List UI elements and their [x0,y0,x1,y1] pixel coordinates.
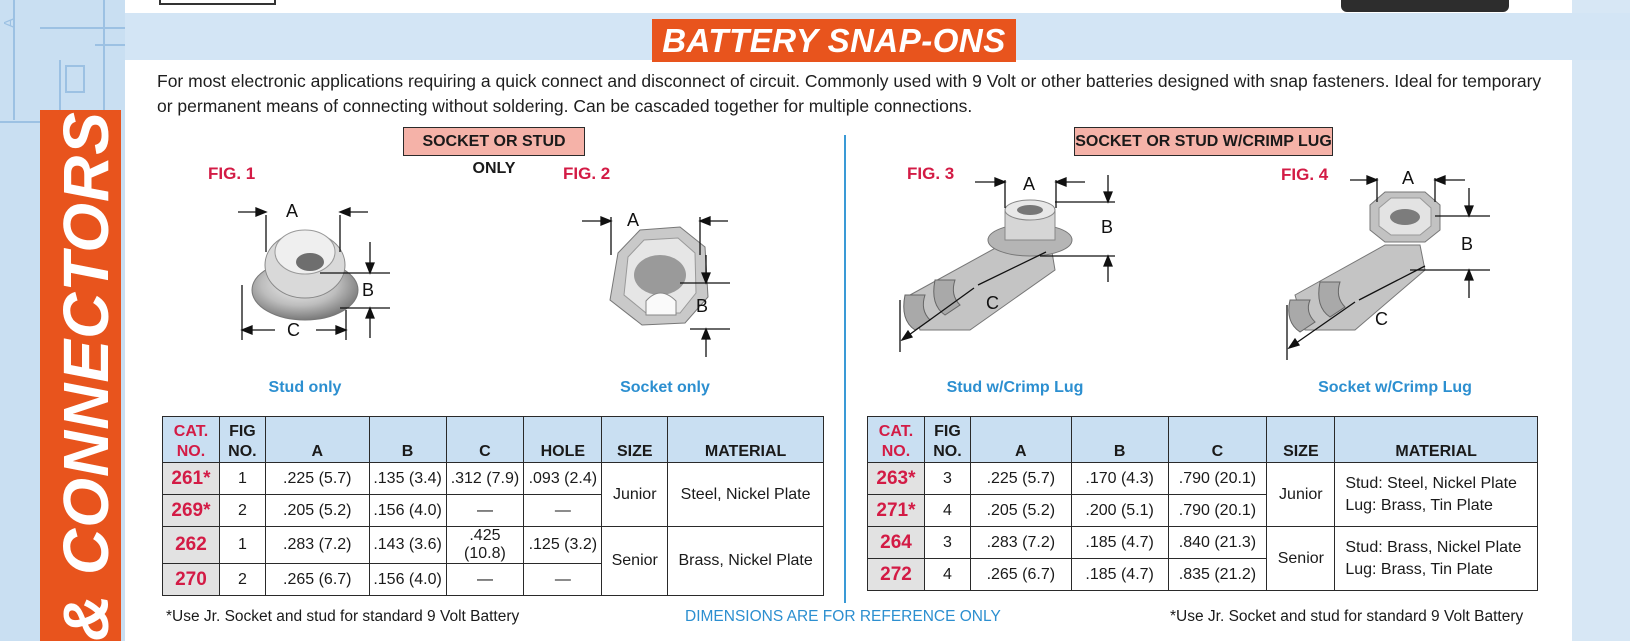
cell-hole: .125 (3.2) [524,527,602,564]
col-header-size: SIZE [602,417,668,463]
cell-material: Brass, Nickel Plate [668,527,824,596]
cell-c: — [446,495,524,527]
fig-3-stud-lug-illustration [890,170,1140,370]
fig-label-3: FIG. 3 [907,164,955,183]
fig-label-4: FIG. 4 [1281,165,1329,184]
col-header-c: C [446,417,524,463]
top-edge-box [159,0,276,5]
cell-fig: 3 [924,527,970,559]
section-label-left: SOCKET OR STUD ONLY [403,127,585,156]
cell-cat: 271* [868,495,925,527]
left-spec-table [162,416,824,596]
page-title: BATTERY SNAP-ONS [652,19,1016,62]
cell-c: .840 (21.3) [1168,527,1267,559]
col-header-cat-no: CAT. NO. [868,417,925,463]
cell-b: .135 (3.4) [369,463,446,495]
section-divider [844,135,846,603]
cell-b: .170 (4.3) [1071,463,1168,495]
description: For most electronic applications requiring a quick connect and disconnect of circuit. Commonly used with 9 Volt or other batteries designed with snap fasteners. Ideal for temporary or permanent means of connecting without soldering. Can be cascaded together for multiple connections. [157,71,1542,116]
fig-4-dim-c: C [1375,309,1388,329]
reference-note: DIMENSIONS ARE FOR REFERENCE ONLY [685,608,1001,625]
col-header-size: SIZE [1267,417,1335,463]
fig-3-dim-a: A [1023,174,1036,194]
col-header-b: B [369,417,446,463]
col-header-material: MATERIAL [1335,417,1538,463]
cell-a: .265 (6.7) [970,559,1071,591]
cell-hole: — [524,495,602,527]
col-header-a: A [265,417,369,463]
cell-fig: 1 [219,527,265,564]
fig-1-dim-c: C [287,320,300,340]
cell-cat: 261* [163,463,220,495]
cell-b: .185 (4.7) [1071,559,1168,591]
fig-4-dim-a: A [1402,168,1415,188]
cell-fig: 1 [219,463,265,495]
cell-size: Senior [1267,527,1335,591]
cell-cat: 264 [868,527,925,559]
right-spec-table [867,416,1538,591]
cell-c: .425 (10.8) [446,527,524,564]
fig-label-1: FIG. 1 [208,164,256,183]
col-header-cat-no: CAT. NO. [163,417,220,463]
cell-hole: .093 (2.4) [524,463,602,495]
cell-b: .156 (4.0) [369,495,446,527]
cell-material: Stud: Steel, Nickel Plate Lug: Brass, Tin Plate [1335,463,1538,527]
cell-cat: 269* [163,495,220,527]
cell-fig: 2 [219,495,265,527]
fig-4-socket-lug-illustration [1275,170,1515,370]
cell-c: .312 (7.9) [446,463,524,495]
section-label-right: SOCKET OR STUD W/CRIMP LUG [1074,127,1333,156]
fig-4-dim-b: B [1461,234,1474,254]
caption-fig-1: Stud only [268,379,342,396]
cell-b: .200 (5.1) [1071,495,1168,527]
cell-cat: 263* [868,463,925,495]
cell-a: .283 (7.2) [970,527,1071,559]
table-row [868,463,1538,495]
cell-fig: 4 [924,559,970,591]
fig-3-dim-c: C [986,293,999,313]
svg-text:A: A [1,17,18,28]
cell-fig: 4 [924,495,970,527]
col-header-c: C [1168,417,1267,463]
fig-2-dim-b: B [696,296,709,316]
cell-material: Stud: Brass, Nickel Plate Lug: Brass, Tin Plate [1335,527,1538,591]
cell-fig: 2 [219,564,265,596]
side-tab-text: & CONNECTORS [50,111,122,641]
fig-3-dim-b: B [1101,217,1114,237]
caption-fig-3: Stud w/Crimp Lug [946,379,1084,396]
fig-1-dim-b: B [362,280,375,300]
cell-c: .790 (20.1) [1168,463,1267,495]
fig-1-stud-illustration [230,200,410,360]
col-header-a: A [970,417,1071,463]
col-header-fig-no: FIG NO. [219,417,265,463]
table-row [163,463,824,495]
section-side-tab [40,110,121,641]
col-header-b: B [1071,417,1168,463]
cell-cat: 262 [163,527,220,564]
col-header-hole: HOLE [524,417,602,463]
right-margin [1572,0,1630,641]
cell-b: .156 (4.0) [369,564,446,596]
cell-b: .185 (4.7) [1071,527,1168,559]
cell-size: Junior [602,463,668,527]
cell-size: Senior [602,527,668,596]
cell-b: .143 (3.6) [369,527,446,564]
col-header-material: MATERIAL [668,417,824,463]
cell-a: .205 (5.2) [265,495,369,527]
table-row [163,527,824,564]
cell-c: — [446,564,524,596]
fig-2-socket-illustration [580,205,760,370]
fig-label-2: FIG. 2 [563,164,611,183]
cell-c: .790 (20.1) [1168,495,1267,527]
caption-fig-4: Socket w/Crimp Lug [1318,379,1472,396]
col-header-fig-no: FIG NO. [924,417,970,463]
cell-a: .205 (5.2) [970,495,1071,527]
cell-a: .283 (7.2) [265,527,369,564]
cell-a: .265 (6.7) [265,564,369,596]
cell-hole: — [524,564,602,596]
cell-c: .835 (21.2) [1168,559,1267,591]
fig-1-dim-a: A [286,201,299,221]
left-footnote: *Use Jr. Socket and stud for standard 9 Volt Battery [166,608,520,625]
cell-a: .225 (5.7) [265,463,369,495]
cell-size: Junior [1267,463,1335,527]
right-footnote: *Use Jr. Socket and stud for standard 9 Volt Battery [1170,608,1524,625]
fig-2-dim-a: A [627,210,640,230]
top-edge-shape [1341,0,1509,12]
caption-fig-2: Socket only [620,379,710,396]
cell-cat: 270 [163,564,220,596]
cell-material: Steel, Nickel Plate [668,463,824,527]
cell-cat: 272 [868,559,925,591]
table-row [868,527,1538,559]
cell-fig: 3 [924,463,970,495]
cell-a: .225 (5.7) [970,463,1071,495]
